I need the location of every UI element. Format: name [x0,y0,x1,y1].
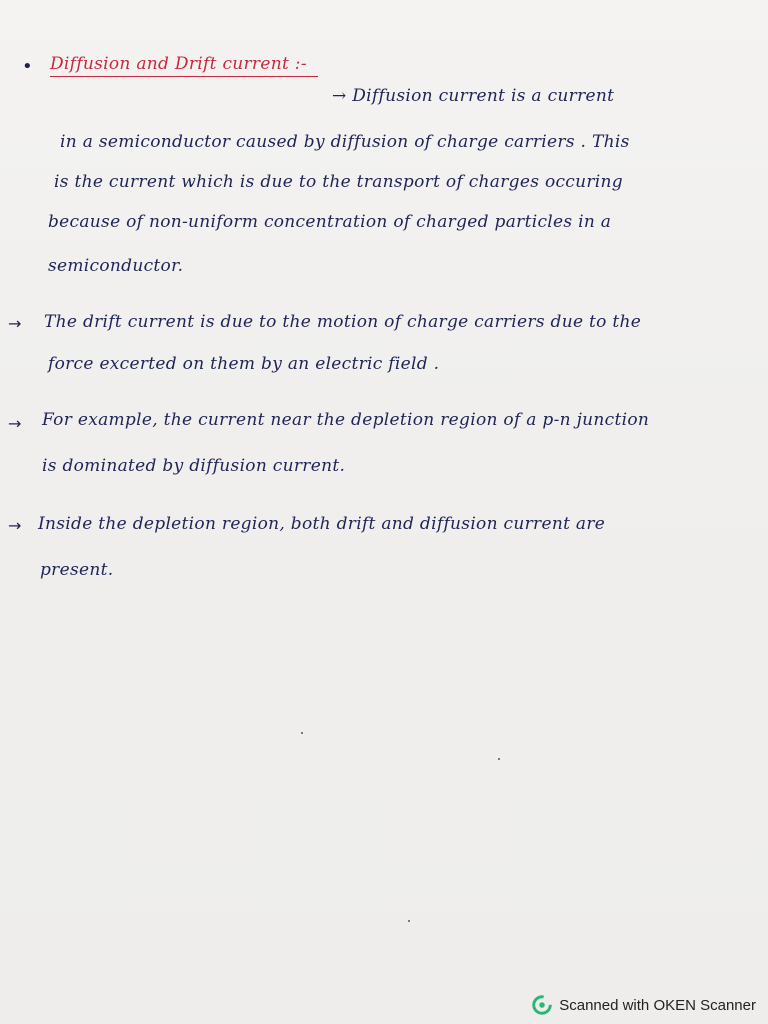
point4-line1: Inside the depletion region, both drift and diffusion current are [38,514,606,534]
para1-line5: semiconductor. [48,256,184,276]
point4-line2: present. [40,560,114,580]
para1-line1: → Diffusion current is a current [332,86,615,106]
heading: Diffusion and Drift current :- [50,54,307,74]
paper-speck [498,758,500,760]
heading-underline [50,76,318,77]
scanner-watermark [531,994,756,1016]
point3-line2: is dominated by diffusion current. [42,456,346,476]
para1-line4: because of non-uniform concentration of charged particles in a [48,212,612,232]
point2-line1: The drift current is due to the motion of charge carriers due to the [44,312,642,332]
heading-bullet: • [22,56,33,77]
oken-logo-icon [531,994,553,1016]
point2-line2: force excerted on them by an electric field . [48,354,440,374]
watermark-text: Scanned with OKEN Scanner [559,996,756,1014]
point3-arrow: → [8,414,22,433]
point4-arrow: → [8,516,22,535]
para1-line3: is the current which is due to the transport of charges occuring [54,172,623,192]
paper-speck [301,732,303,734]
point2-arrow: → [8,314,22,333]
paper-speck [408,920,410,922]
point3-line1: For example, the current near the depletion region of a p-n junction [42,410,650,430]
para1-line2: in a semiconductor caused by diffusion of charge carriers . This [60,132,630,152]
